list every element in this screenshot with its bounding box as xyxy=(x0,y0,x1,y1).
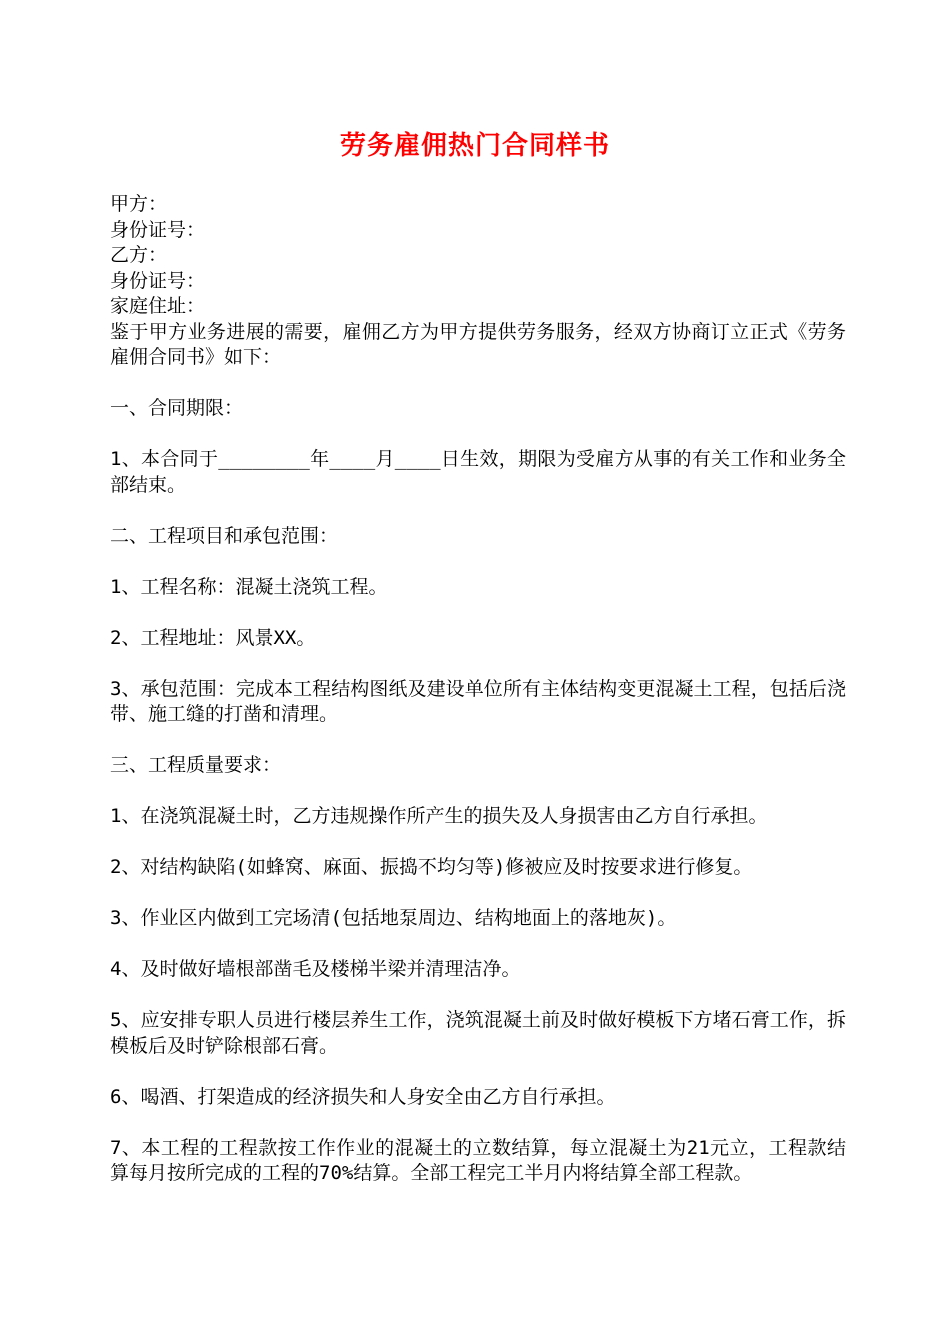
party-a-id-label: 身份证号： xyxy=(110,218,206,241)
clause-quality-5: 5、应安排专职人员进行楼层养生工作，浇筑混凝土前及时做好模板下方堵石膏工作，拆模板后及时铲除根部石膏。 xyxy=(110,1009,846,1057)
clause-quality-3: 3、作业区内做到工完场清(包括地泵周边、结构地面上的落地灰)。 xyxy=(110,907,677,929)
preamble-paragraph: 鉴于甲方业务进展的需要，雇佣乙方为甲方提供劳务服务，经双方协商订立正式《劳务雇佣合同书》如下： xyxy=(110,320,846,368)
party-b-label: 乙方： xyxy=(110,244,168,266)
party-a-label: 甲方： xyxy=(110,193,168,215)
section-heading-quality: 三、工程质量要求： xyxy=(110,754,282,776)
clause-quality-6: 6、喝酒、打架造成的经济损失和人身安全由乙方自行承担。 xyxy=(110,1085,616,1108)
clause-term-1: 1、本合同于________年____月____日生效，期限为受雇方从事的有关工作和业务全部结束。 xyxy=(110,448,846,496)
clause-quality-2: 2、对结构缺陷(如蜂窝、麻面、振捣不均匀等)修被应及时按要求进行修复。 xyxy=(110,856,753,878)
party-b-id-label: 身份证号： xyxy=(110,269,206,292)
section-heading-scope: 二、工程项目和承包范围： xyxy=(110,524,339,547)
clause-quality-7: 7、本工程的工程款按工作作业的混凝土的立数结算，每立混凝土为21元立，工程款结算每月按所完成的工程的70%结算。全部工程完工半月内将结算全部工程款。 xyxy=(110,1136,846,1184)
clause-quality-4: 4、及时做好墙根部凿毛及楼梯半梁并清理洁净。 xyxy=(110,958,521,980)
clause-project-address: 2、工程地址：风景XX。 xyxy=(110,626,316,649)
document-title: 劳务雇佣热门合同样书 xyxy=(339,131,610,161)
document-body xyxy=(110,192,846,1212)
clause-project-name: 1、工程名称：混凝土浇筑工程。 xyxy=(110,575,388,598)
section-heading-term: 一、合同期限： xyxy=(110,397,244,419)
home-address-label: 家庭住址： xyxy=(110,295,206,317)
clause-quality-1: 1、在浇筑混凝土时，乙方违规操作所产生的损失及人身损害由乙方自行承担。 xyxy=(110,805,768,827)
clause-contract-scope: 3、承包范围：完成本工程结构图纸及建设单位所有主体结构变更混凝土工程，包括后浇带、施工缝的打凿和清理。 xyxy=(110,677,846,725)
